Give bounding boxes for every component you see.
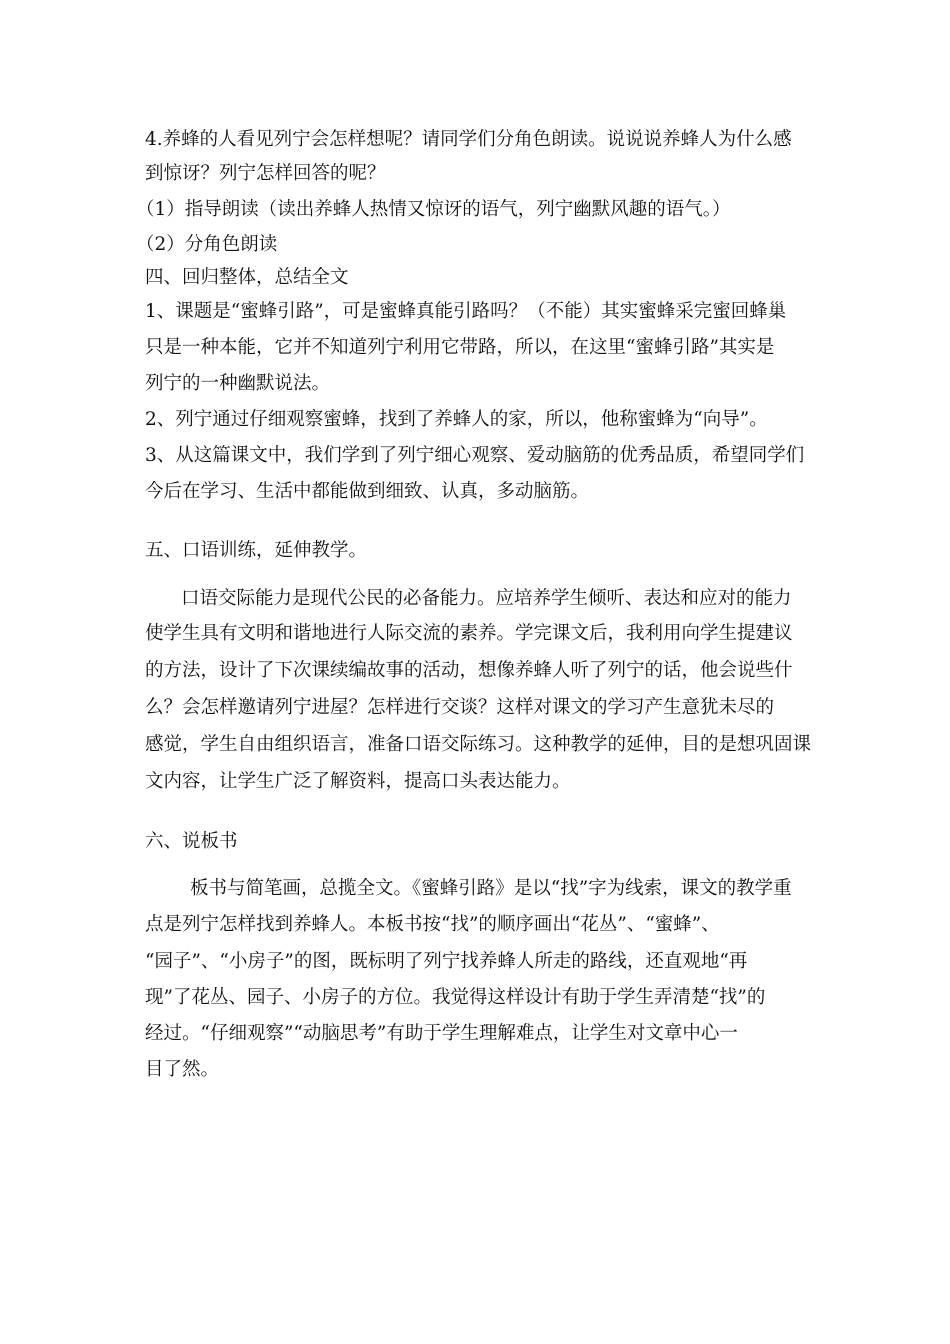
point-1-line-3: 列宁的一种幽默说法。 xyxy=(145,373,331,394)
board-paragraph-line-3: “园子”、“小房子”的图，既标明了列宁找养蜂人所走的路线，还直观地“再 xyxy=(145,951,748,972)
oral-paragraph-line-2: 使学生具有文明和谐地进行人际交流的素养。学完课文后，我利用向学生提建议 xyxy=(145,623,793,644)
section-heading-6: 六、说板书 xyxy=(145,831,238,852)
section-heading-4: 四、回归整体，总结全文 xyxy=(145,267,349,288)
point-2: 2、列宁通过仔细观察蜜蜂，找到了养蜂人的家，所以，他称蜜蜂为“向导”。 xyxy=(145,409,768,430)
oral-paragraph-line-6: 文内容，让学生广泛了解资料，提高口头表达能力。 xyxy=(145,771,571,792)
section-heading-5: 五、口语训练，延伸教学。 xyxy=(145,540,368,561)
point-1-line-1: 1、课题是“蜜蜂引路”，可是蜜蜂真能引路吗？（不能）其实蜜蜂采完蜜回蜂巢 xyxy=(145,301,787,322)
oral-paragraph-line-3: 的方法，设计了下次课续编故事的活动，想像养蜂人听了列宁的话，他会说些什 xyxy=(145,660,793,681)
paragraph-4-line-1: 4.养蜂的人看见列宁会怎样想呢？请同学们分角色朗读。说说说养蜂人为什么感 xyxy=(145,129,792,150)
board-paragraph-line-4: 现”了花丛、园子、小房子的方位。我觉得这样设计有助于学生弄清楚“找”的 xyxy=(145,987,766,1008)
point-1-line-2: 只是一种本能，它并不知道列宁利用它带路，所以，在这里“蜜蜂引路”其实是 xyxy=(145,337,775,358)
sub-item-1: （1）指导朗读（读出养蜂人热情又惊讶的语气，列宁幽默风趣的语气。） xyxy=(136,199,731,220)
point-3-line-1: 3、从这篇课文中，我们学到了列宁细心观察、爱动脑筋的优秀品质，希望同学们 xyxy=(145,445,805,466)
board-paragraph-line-1: 板书与简笔画，总揽全文。《蜜蜂引路》是以“找”字为线索，课文的教学重 xyxy=(190,878,792,899)
point-3-line-2: 今后在学习、生活中都能做到细致、认真，多动脑筋。 xyxy=(145,481,590,502)
paragraph-4-line-2: 到惊讶？列宁怎样回答的呢？ xyxy=(145,163,386,184)
board-paragraph-line-5: 经过。“仔细观察”“动脑思考”有助于学生理解难点，让学生对文章中心一 xyxy=(145,1023,738,1044)
oral-paragraph-line-1: 口语交际能力是现代公民的必备能力。应培养学生倾听、表达和应对的能力 xyxy=(181,588,792,609)
sub-item-2: （2）分角色朗读 xyxy=(136,234,278,255)
oral-paragraph-line-4: 么？会怎样邀请列宁进屋？怎样进行交谈？这样对课文的学习产生意犹未尽的 xyxy=(145,697,775,718)
board-paragraph-line-6: 目了然。 xyxy=(145,1059,220,1080)
board-paragraph-line-2: 点是列宁怎样找到养蜂人。本板书按“找”的顺序画出“花丛”、“蜜蜂”、 xyxy=(145,914,720,935)
oral-paragraph-line-5: 感觉，学生自由组织语言，准备口语交际练习。这种教学的延伸，目的是想巩固课 xyxy=(145,734,812,755)
